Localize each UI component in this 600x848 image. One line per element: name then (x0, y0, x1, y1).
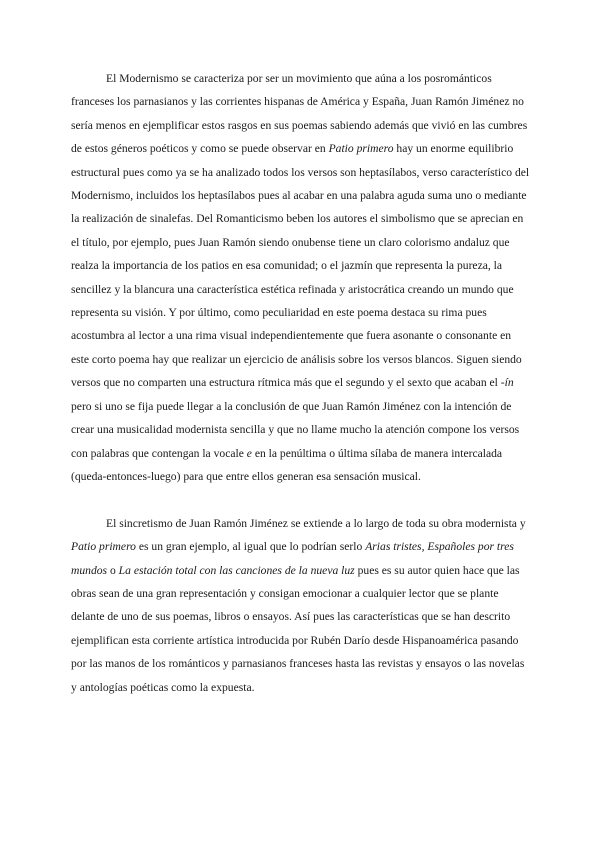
paragraph-modernismo (71, 67, 531, 488)
text-run: es un gran ejemplo, al igual que lo podrían serlo (135, 540, 366, 554)
document-page (71, 67, 531, 699)
italic-title: Patio primero (328, 142, 394, 156)
italic-title: Patio primero (71, 540, 136, 554)
text-run: pero si uno se fija puede llegar a la conclusión de que Juan Ramón Jiménez con la intención de crear una musicalidad modernista sencilla y que no llame mucho la atención compone los versos con palabras que contengan la vocale (71, 399, 520, 460)
text-run: o (107, 563, 119, 577)
paragraph-sincretismo (71, 512, 531, 699)
text-run: El sincretismo de Juan Ramón Jiménez se extiende a lo largo de toda su obra modernista y (106, 516, 526, 530)
italic-vowel: e (246, 446, 252, 460)
text-run: hay un enorme equilibrio estructural pues como ya se ha analizado todos los versos son heptasílabos, verso característico del Modernismo, incluidos los heptasílabos pues al acabar en una palabra aguda suma uno o mediante la realización de sinalefas. Del Romanticismo beben los autores el simbolismo que se aprecian en el título, por ejemplo, pues Juan Ramón siendo onubense tiene un claro colorismo andaluz que realza la importancia de los patios en esa comunidad; o el jazmín que representa la pureza, la sencillez y la blancura una característica estética refinada y aristocrática creando un mundo que representa su visión. Y por último, como peculiaridad en este poema destaca su rima pues acostumbra al lector a una rima visual independientemente que fuera asonante o consonante en este corto poema hay que realizar un ejercicio de análisis sobre los versos blancos. Siguen siendo versos que no comparten una estructura rítmica más que el segundo y el sexto que acaban el (71, 142, 530, 390)
paragraph-gap (71, 488, 531, 511)
italic-title: La estación total con las canciones de la nueva luz (118, 563, 355, 577)
text-run: en la penúltima o última sílaba de manera intercalada (queda-entonces-luego) para que entre ellos generan esa sensación musical. (71, 446, 503, 483)
text-run: El Modernismo se caracteriza por ser un movimiento que aúna a los posrománticos franceses los parnasianos y las corrientes hispanas de América y España, Juan Ramón Jiménez no sería menos en ejemplificar estos rasgos en sus poemas sabiendo además que vivió en las cumbres de estos géneros poéticos y como se puede observar en (71, 72, 528, 156)
italic-suffix: -ín (500, 376, 514, 390)
italic-title: Arias tristes, Españoles por tres mundos (71, 540, 514, 577)
text-run: pues es su autor quien hace que las obras sean de una gran representación y consigan emocionar a cualquier lector que se plante delante de uno de sus poemas, libros o ensayos. Así pues las características que se han descrito ejemplifican esta corriente artística introducida por Rubén Darío desde Hispanoamérica pasando por las manos de los románticos y parnasianos franceses hasta las revistas y ensayos o las novelas y antologías poéticas como la expuesta. (71, 563, 525, 694)
